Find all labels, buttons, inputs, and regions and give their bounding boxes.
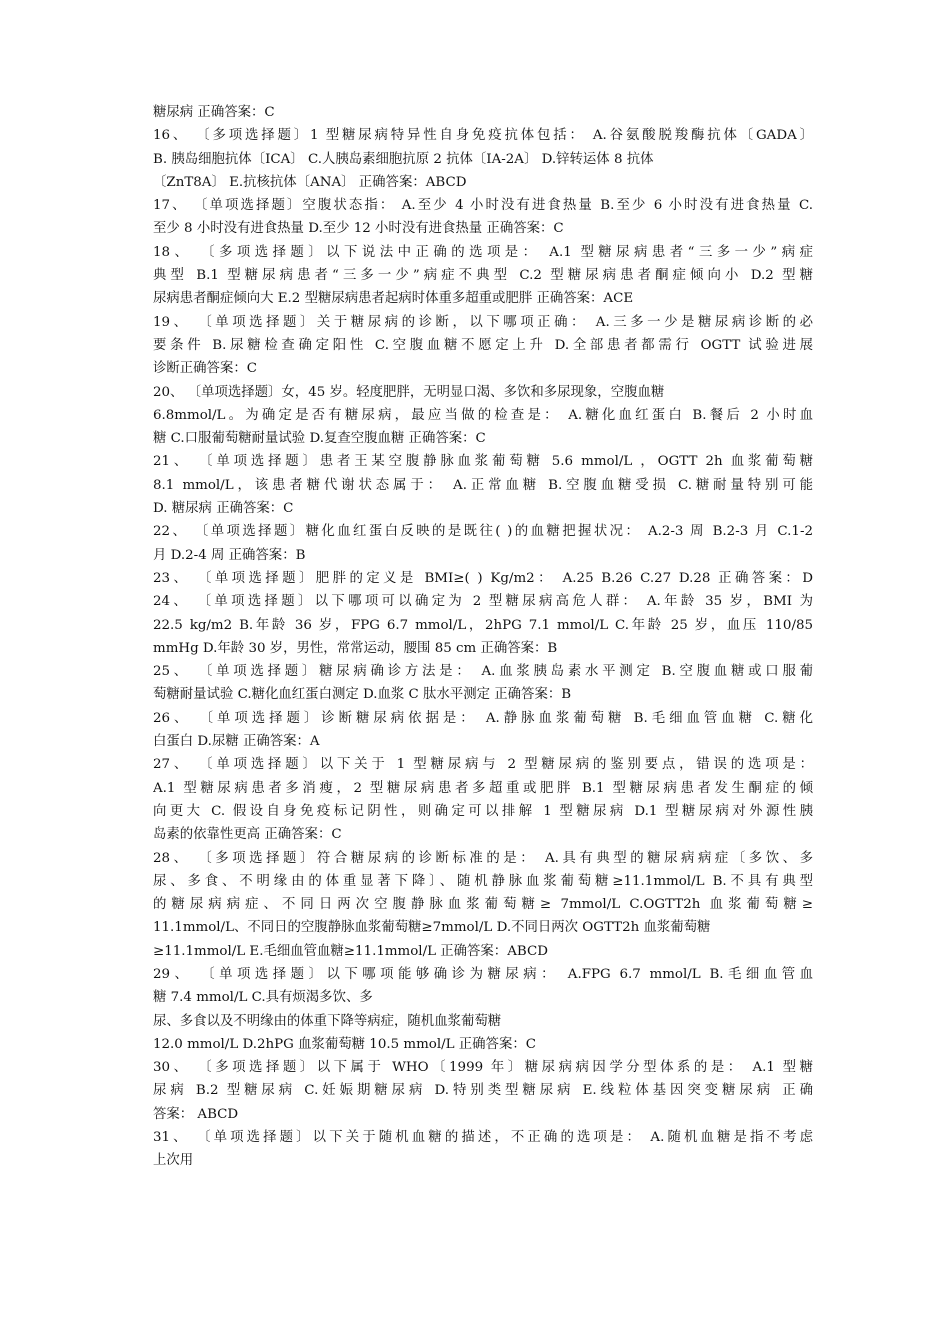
text-line: 8.1 mmol/L，该患者糖代谢状态属于： A.正常血糖 B.空腹血糖受损 C.糖耐量特别可能 (153, 477, 813, 493)
text-line: 21、 〔单项选择题〕患者王某空腹静脉血浆葡萄糖 5.6 mmol/L ，OGTT 2h 血浆葡萄糖 (153, 454, 813, 470)
text-line: 26、 〔单项选择题〕诊断糖尿病依据是： A.静脉血浆葡萄糖 B.毛细血管血糖 C.糖化 (153, 710, 813, 726)
text-line: 糖 7.4 mmol/L C.具有烦渴多饮、多 (153, 990, 373, 1006)
text-line: 月 D.2-4 周 正确答案：B (153, 547, 306, 563)
text-line: 糖尿病 正确答案：C (153, 105, 275, 120)
text-line: 18、 〔多项选择题〕以下说法中正确的选项是： A.1 型糖尿病患者“三多一少”病症 (153, 244, 813, 260)
text-line: 的糖尿病病症、不同日两次空腹静脉血浆葡萄糖≥ 7mmol/L C.OGTT2h 血浆葡萄糖≥ (153, 897, 813, 913)
text-line: 〔ZnT8A〕 E.抗核抗体〔ANA〕 正确答案：ABCD (153, 174, 467, 190)
text-line: 25、 〔单项选择题〕糖尿病确诊方法是： A.血浆胰岛素水平测定 B.空腹血糖或口服葡 (153, 664, 813, 680)
text-line: 诊断正确答案：C (153, 361, 257, 377)
text-line: 上次用 (153, 1153, 194, 1169)
text-line: 28、 〔多项选择题〕符合糖尿病的诊断标准的是： A.具有典型的糖尿病病症〔多饮、多 (153, 850, 813, 866)
text-line: 答案： ABCD (153, 1106, 239, 1122)
text-line: 11.1mmol/L、不同日的空腹静脉血浆葡萄糖≥7mmol/L D.不同日两次 OGTT2h 血浆葡萄糖 (153, 920, 711, 936)
text-line: 岛素的依靠性更高 正确答案：C (153, 827, 342, 843)
text-line: ≥11.1mmol/L E.毛细血管血糖≥11.1mmol/L 正确答案：ABCD (153, 943, 548, 959)
text-line: 萄糖耐量试验 C.糖化血红蛋白测定 D.血浆 C 肽水平测定 正确答案：B (153, 687, 572, 703)
text-line: 16、 〔多项选择题〕1 型糖尿病特异性自身免疫抗体包括： A.谷氨酸脱羧酶抗体〔GADA〕 (153, 128, 813, 144)
text-line: 6.8mmol/L。为确定是否有糖尿病，最应当做的检查是： A.糖化血红蛋白 B.餐后 2 小时血 (153, 407, 813, 423)
text-line: 至少 8 小时没有进食热量 D.至少 12 小时没有进食热量 正确答案：C (153, 221, 564, 237)
text-line: mmHg D.年龄 30 岁，男性，常常运动，腰围 85 cm 正确答案：B (153, 640, 558, 656)
text-line: 19、 〔单项选择题〕关于糖尿病的诊断，以下哪项正确： A.三多一少是糖尿病诊断的必 (153, 314, 813, 330)
text-line: 糖 C.口服葡萄糖耐量试验 D.复查空腹血糖 正确答案：C (153, 431, 486, 447)
text-line: D. 糖尿病 正确答案：C (153, 501, 294, 517)
text-line: 30、 〔多项选择题〕以下属于 WHO〔1999 年〕糖尿病病因学分型体系的是： A.1 型糖 (153, 1060, 813, 1076)
text-line: 尿病 B.2 型糖尿病 C.妊娠期糖尿病 D.特别类型糖尿病 E.线粒体基因突变糖尿病 正确 (153, 1083, 813, 1099)
text-line: 22、 〔单项选择题〕糖化血红蛋白反映的是既往( )的血糖把握状况： A.2-3 周 B.2-3 月 C.1-2 (153, 524, 813, 540)
document-page (153, 101, 813, 1173)
text-line: 20、 〔单项选择题〕女，45 岁。轻度肥胖，无明显口渴、多饮和多尿现象，空腹血糖 (153, 384, 665, 400)
text-line: 尿病患者酮症倾向大 E.2 型糖尿病患者起病时体重多超重或肥胖 正确答案：ACE (153, 291, 634, 307)
text-line: 尿、多食以及不明缘由的体重下降等病症，随机血浆葡萄糖 (153, 1013, 502, 1029)
text-line: 向更大 C. 假设自身免疫标记阴性，则确定可以排解 1 型糖尿病 D.1 型糖尿病对外源性胰 (153, 803, 813, 819)
text-line: B. 胰岛细胞抗体〔ICA〕 C.人胰岛素细胞抗原 2 抗体〔IA-2A〕 D.锌转运体 8 抗体 (153, 151, 654, 167)
text-line: 12.0 mmol/L D.2hPG 血浆葡萄糖 10.5 mmol/L 正确答案：C (153, 1036, 536, 1052)
text-line: 24、 〔单项选择题〕以下哪项可以确定为 2 型糖尿病高危人群： A.年龄 35 岁，BMI 为 (153, 594, 813, 610)
text-line: 17、 〔单项选择题〕空腹状态指： A.至少 4 小时没有进食热量 B.至少 6 小时没有进食热量 C. (153, 198, 813, 214)
text-line: 23、 〔单项选择题〕肥胖的定义是 BMI≥( ) Kg/m2： A.25 B.26 C.27 D.28 正确答案：D (153, 570, 813, 586)
text-line: A.1 型糖尿病患者多消瘦，2 型糖尿病患者多超重或肥胖 B.1 型糖尿病患者发生酮症的倾 (153, 780, 813, 796)
text-line: 27、 〔单项选择题〕以下关于 1 型糖尿病与 2 型糖尿病的鉴别要点，错误的选项是： (153, 757, 813, 773)
text-line: 31、 〔单项选择题〕以下关于随机血糖的描述，不正确的选项是： A.随机血糖是指不考虑 (153, 1130, 813, 1146)
text-line: 典型 B.1 型糖尿病患者“三多一少”病症不典型 C.2 型糖尿病患者酮症倾向小 D.2 型糖 (153, 268, 813, 284)
text-line: 29、 〔单项选择题〕以下哪项能够确诊为糖尿病： A.FPG 6.7 mmol/L B.毛细血管血 (153, 966, 813, 982)
text-line: 尿、多食、不明缘由的体重显著下降〕、随机静脉血浆葡萄糖≥11.1mmol/L B.不具有典型 (153, 873, 813, 889)
text-line: 要条件 B.尿糖检查确定阳性 C.空腹血糖不愿定上升 D.全部患者都需行 OGTT 试验进展 (153, 337, 813, 353)
text-line: 白蛋白 D.尿糖 正确答案：A (153, 734, 320, 750)
text-line: 22.5 kg/m2 B.年龄 36 岁，FPG 6.7 mmol/L，2hPG 7.1 mmol/L C.年龄 25 岁，血压 110/85 (153, 617, 813, 633)
